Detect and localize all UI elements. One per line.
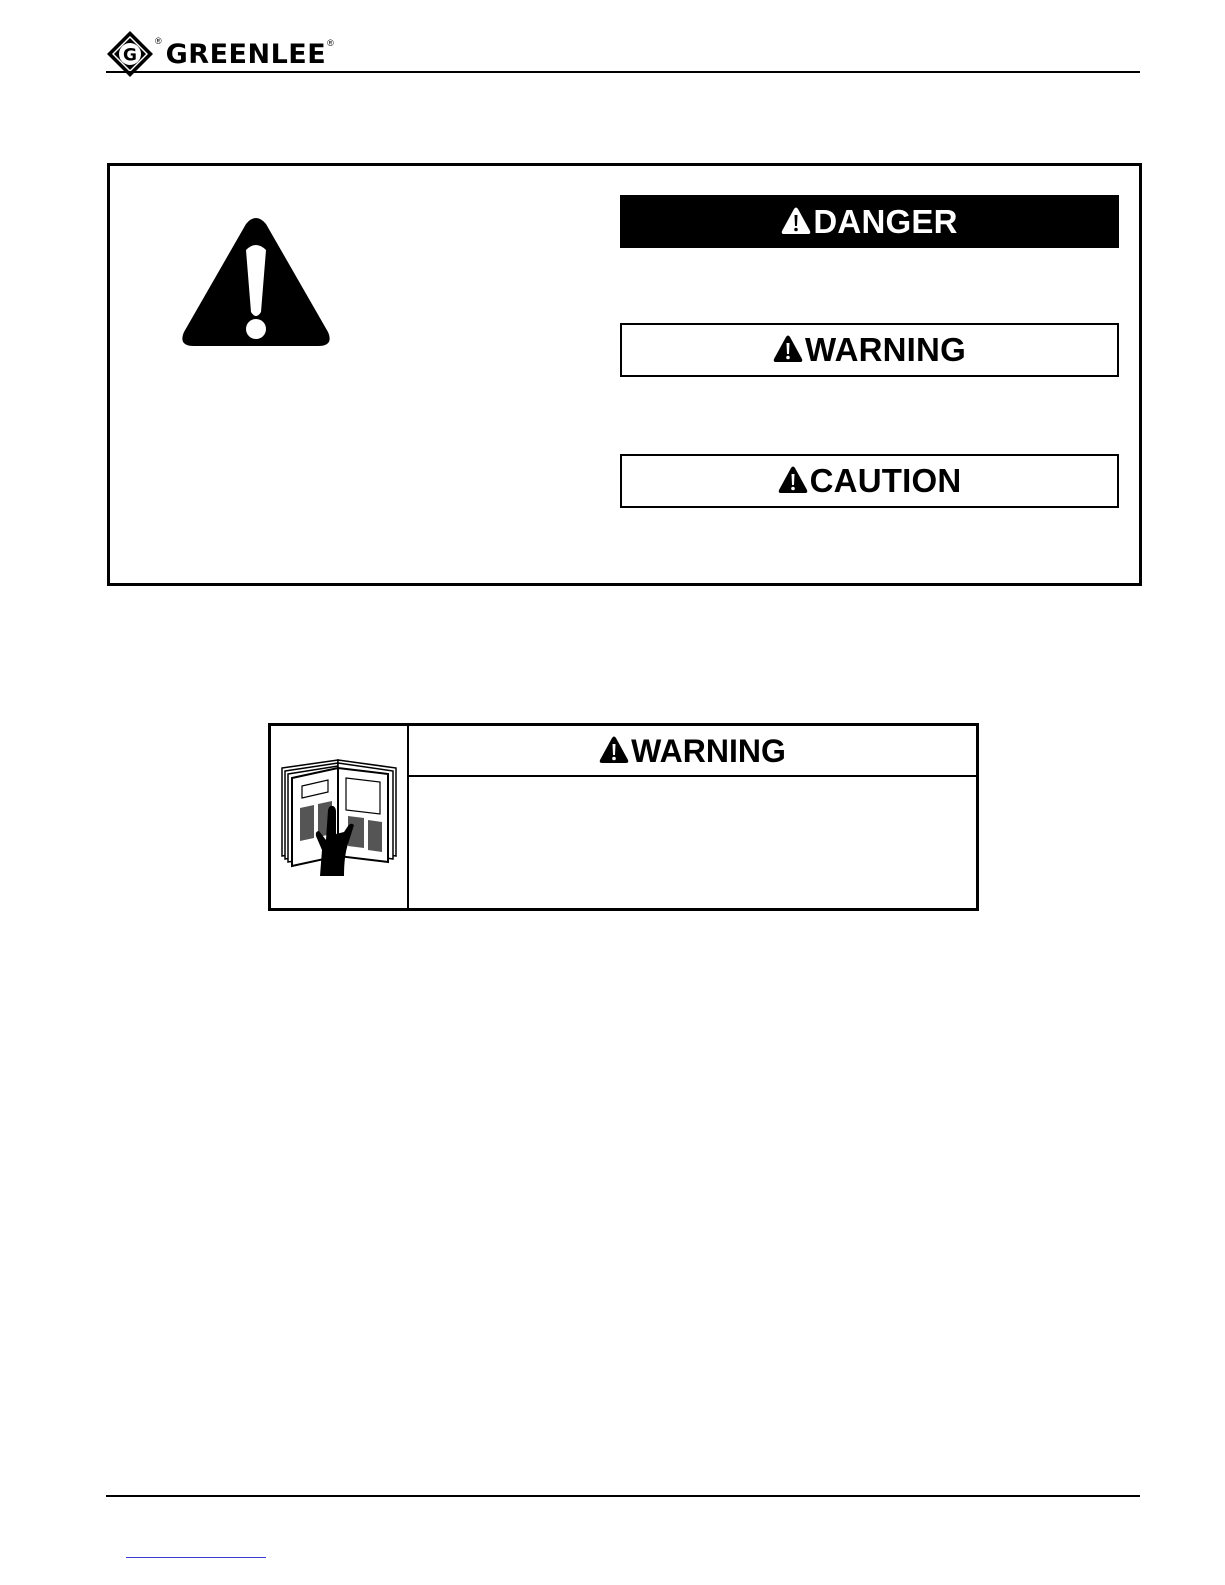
- brand-registered: ®: [327, 38, 334, 48]
- manual-warning-body: [420, 790, 960, 890]
- manual-warning-text: WARNING: [631, 732, 786, 769]
- warning-label: [620, 323, 1119, 377]
- manual-warning-header: [409, 727, 976, 777]
- brand-name: GREENLEE: [165, 38, 327, 70]
- caution-text: CAUTION: [809, 462, 962, 499]
- exclamation-triangle-icon: [180, 216, 332, 348]
- warning-text: WARNING: [805, 331, 966, 368]
- warning-triangle-icon: [778, 466, 808, 494]
- footer-link-underline: [126, 1557, 266, 1558]
- caution-label: [620, 454, 1119, 508]
- logo-mark-registered: ®: [155, 36, 162, 46]
- read-manual-icon: [278, 752, 400, 876]
- header-divider: [106, 71, 1140, 73]
- warning-triangle-icon: [773, 335, 803, 363]
- warning-triangle-icon: [781, 207, 811, 235]
- danger-label: [620, 195, 1119, 248]
- warning-triangle-icon: [599, 736, 629, 764]
- footer-divider: [106, 1495, 1140, 1497]
- svg-text:G: G: [123, 45, 137, 66]
- danger-text: DANGER: [813, 202, 958, 240]
